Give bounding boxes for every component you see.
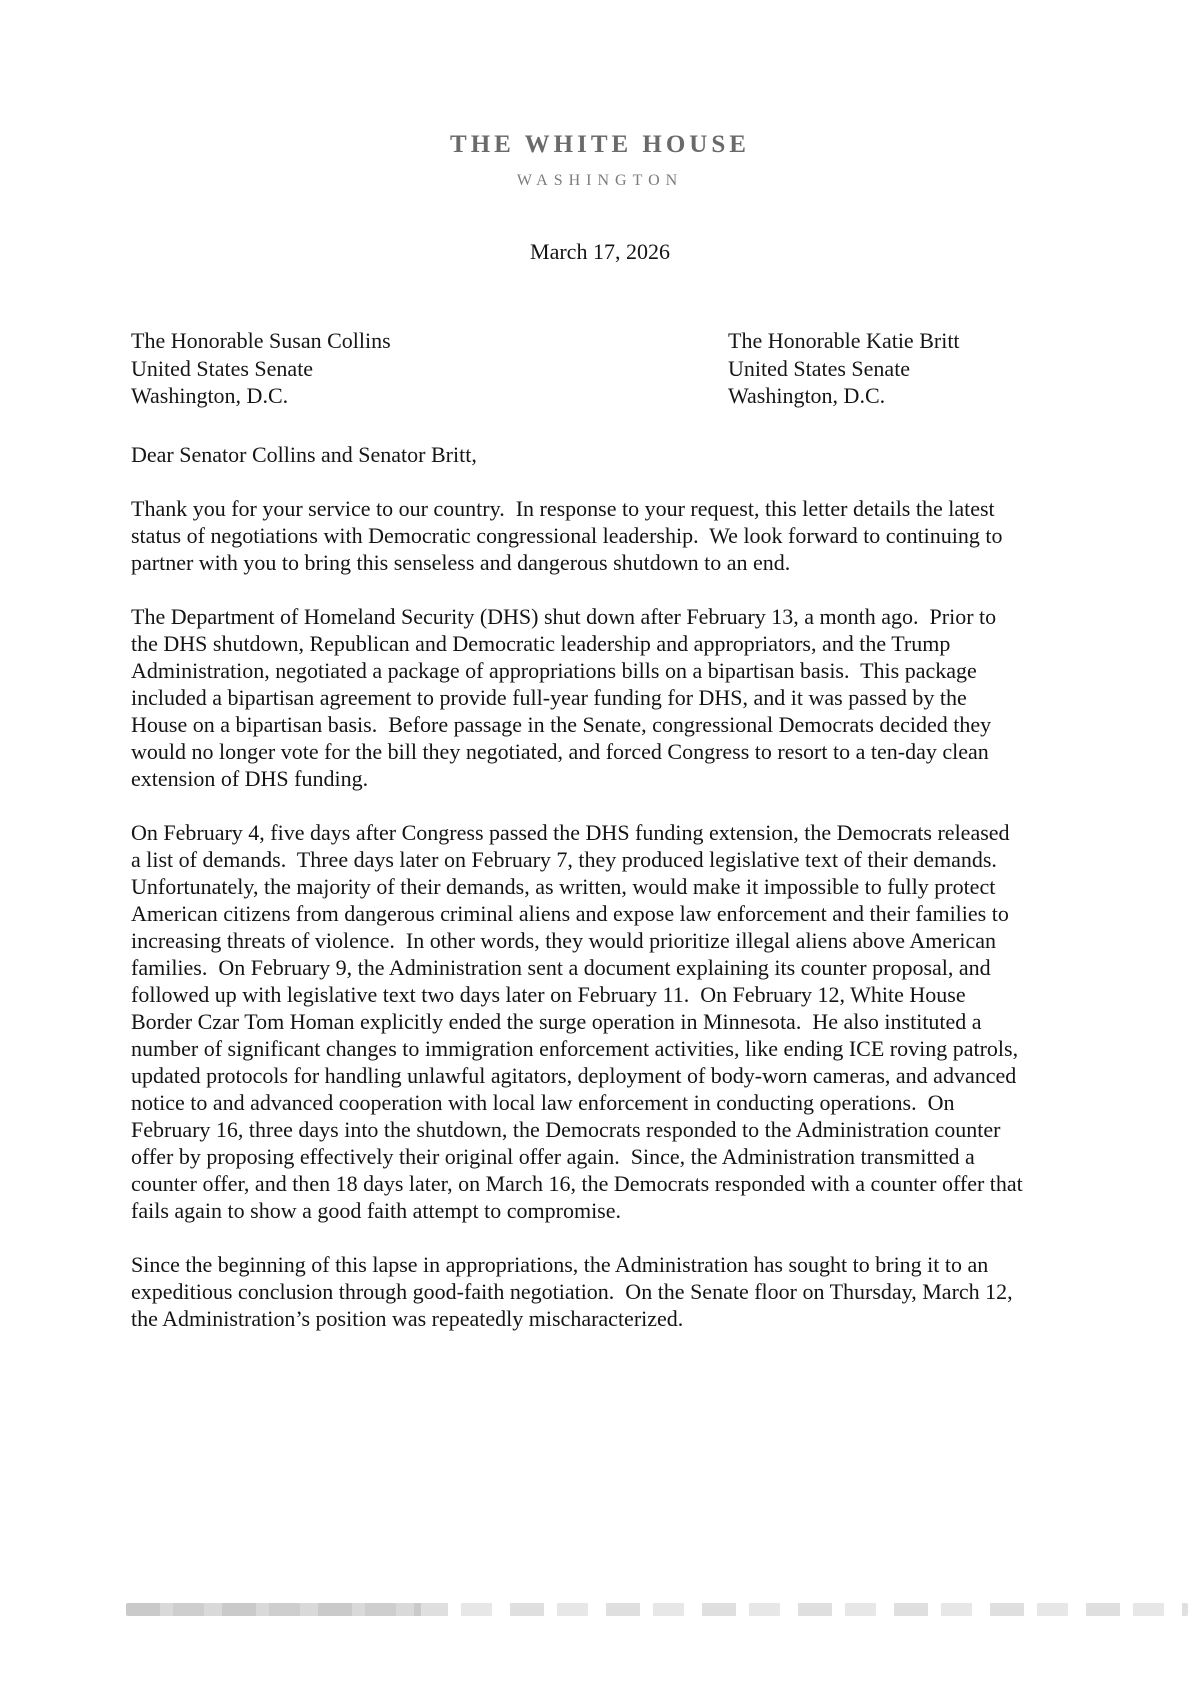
scanner-artifact-band [126, 1603, 1188, 1616]
recipient-city: Washington, D.C. [728, 383, 886, 408]
salutation: Dear Senator Collins and Senator Britt, [131, 442, 477, 467]
recipient-org: United States Senate [728, 355, 911, 381]
recipient-name: The Honorable Katie Britt [728, 328, 960, 353]
body-paragraph: The Department of Homeland Security (DHS) shut down after February 13, a month ago. Prior to the DHS shutdown, Republican and Democratic leadership and appropriators, and the Trump Administration, negotiated a package of appropriations bills on a bipartisan basis. This package included a bipartisan agreement to provide full-year funding for DHS, and it was passed by the House on a bipartisan basis. Before passage in the Senate, congressional Democrats decided they would no longer vote for the bill they negotiated, and forced Congress to resort to a ten-day clean extension of DHS funding. [131, 604, 1002, 791]
letterhead-title: THE WHITE HOUSE [450, 131, 750, 158]
recipient-block-right [728, 327, 960, 410]
body-paragraph: Thank you for your service to our country. In response to your request, this letter details the latest status of negotiations with Democratic congressional leadership. We look forward to continuing to partner with you to bring this senseless and dangerous shutdown to an end. [131, 496, 1009, 575]
letter-date: March 17, 2026 [530, 239, 670, 264]
letterhead [0, 0, 1200, 190]
recipient-org: United States Senate [131, 355, 314, 381]
recipient-blocks [131, 327, 1200, 411]
recipient-city: Washington, D.C. [131, 383, 289, 408]
body-paragraph: On February 4, five days after Congress passed the DHS funding extension, the Democrats released a list of demands. Three days later on February 7, they produced legislative text of their demands. Unfortunately, the majority of their demands, as written, would make it impossible to fully protect American citizens from dangerous criminal aliens and expose law enforcement and their families to increasing threats of violence. In other words, they would prioritize illegal aliens above American families. On February 9, the Administration sent a document explaining its counter proposal, and followed up with legislative text two days later on February 11. On February 12, White House Border Czar Tom Homan explicitly ended the surge operation in Minnesota. He also instituted a number of significant changes to immigration enforcement activities, like ending ICE roving patrols, updated protocols for handling unlawful agitators, deployment of body-worn cameras, and advanced notice to and advanced cooperation with local law enforcement in conducting operations. On February 16, three days into the shutdown, the Democrats responded to the Administration counter offer by proposing effectively their original offer again. Since, the Administration transmitted a counter offer, and then 18 days later, on March 16, the Democrats responded with a counter offer that fails again to show a good faith attempt to compromise. [131, 820, 1029, 1223]
recipient-block-left [131, 327, 1200, 410]
body-paragraph: Since the beginning of this lapse in appropriations, the Administration has sought to bring it to an expeditious conclusion through good-faith negotiation. On the Senate floor on Thursday, March 12, the Administration’s position was repeatedly mischaracterized. [131, 1252, 1019, 1331]
letterhead-subtitle: WASHINGTON [516, 172, 684, 189]
recipient-name: The Honorable Susan Collins [131, 328, 391, 353]
letter-body [0, 495, 1200, 1332]
